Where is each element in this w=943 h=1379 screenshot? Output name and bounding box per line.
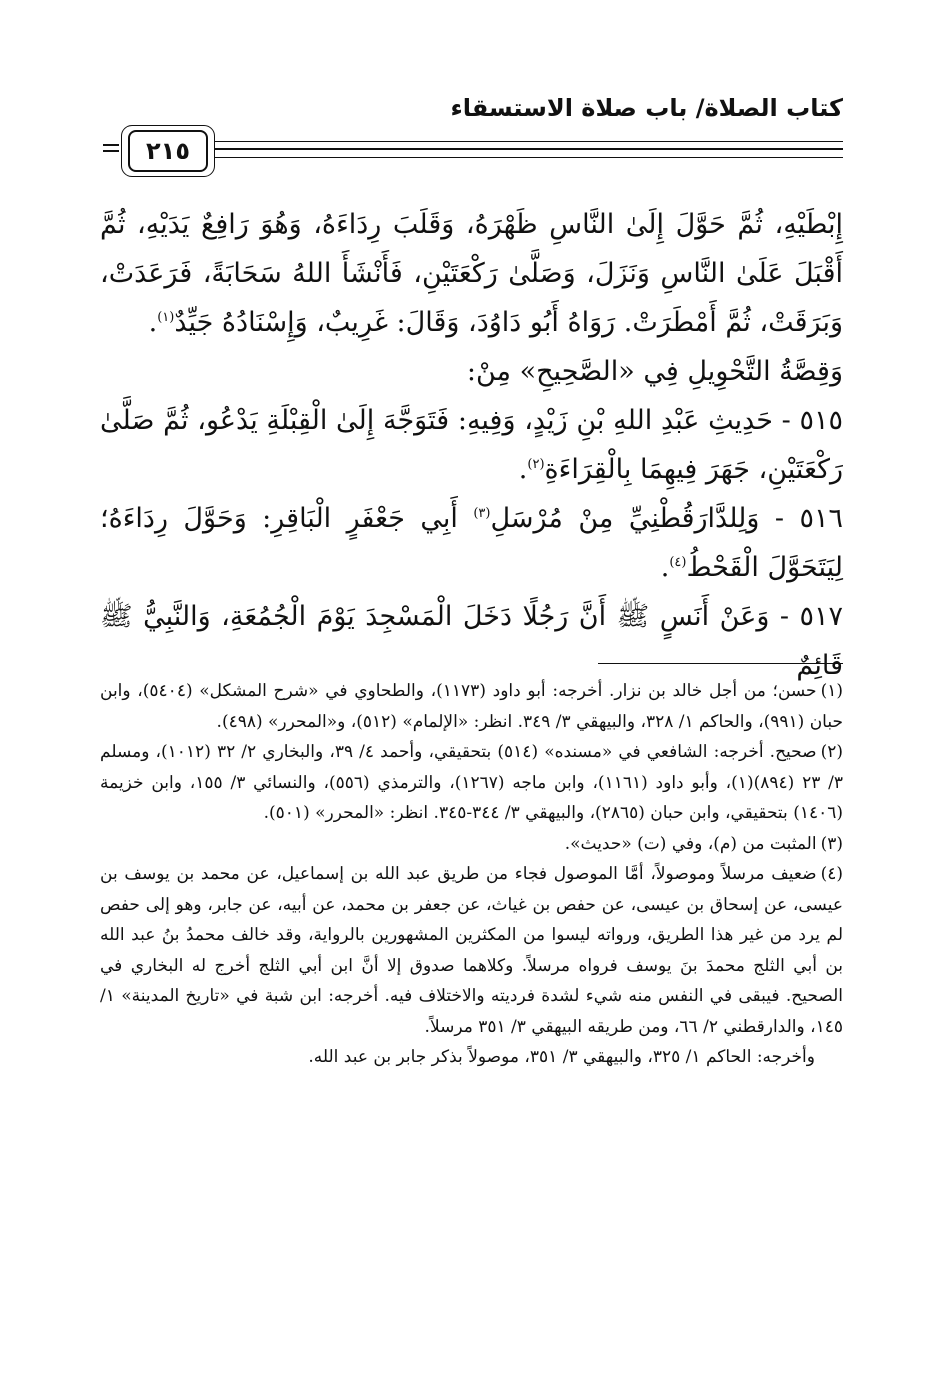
header-rule-bottom: [215, 157, 843, 158]
footnote-text: صحيح. أخرجه: الشافعي في «مسنده» (٥١٤) بتحقيقي، وأحمد ٤/ ٣٩، والبخاري ٢/ ٣٢ (١٠١٢)، ومسلم ٣/ ٢٣ (٨٩٤)(١)، وأبو داود (١١٦١)، وابن ماجه (١٢٦٧)، والترمذي (٥٥٦)، والنسائي ٣/ ١٥٥، وابن خزيمة (١٤٠٦) بتحقيقي، وابن حبان (٢٨٦٥)، والبيهقي ٣/ ٣٤٤-٣٤٥. انظر: «المحرر» (٥٠١).: [100, 742, 844, 823]
footnote-4-continuation: وأخرجه: الحاكم ١/ ٣٢٥، والبيهقي ٣/ ٣٥١، موصولاً بذكر جابر بن عبد الله.: [308, 1047, 815, 1067]
header-rule-middle: [215, 148, 843, 150]
hadith-515-text: ٥١٥ - حَدِيثِ عَبْدِ اللهِ بْنِ زَيْدٍ، وَفِيهِ: فَتَوَجَّهَ إِلَىٰ الْقِبْلَةِ يَدْعُو، ثُمَّ صَلَّىٰ رَكْعَتَيْنِ، جَهَرَ فِيهِمَا بِالْقِرَاءَةِ: [100, 405, 843, 485]
footnote-ref-1: (١): [157, 310, 175, 325]
footnote-divider: [598, 663, 843, 664]
footnote-number: (٢): [820, 742, 844, 762]
page-number-ornament: [103, 144, 119, 152]
hadith-517: ٥١٧ - وَعَنْ أَنَسٍ ﷺ أَنَّ رَجُلًا دَخَلَ الْمَسْجِدَ يَوْمَ الْجُمُعَةِ، وَالنَّبِيُّ ﷺ قَائِمٌ: [100, 601, 843, 681]
footnote-text: حسن؛ من أجل خالد بن نزار. أخرجه: أبو داود (١١٧٣)، والطحاوي في «شرح المشكل» (٥٤٠٤)، وابن حبان (٩٩١)، والحاكم ١/ ٣٢٨، والبيهقي ٣/ ٣٤٩. انظر: «الإلمام» (٥١٢)، و«المحرر» (٤٩٨).: [100, 681, 843, 732]
page-number: ٢١٥: [128, 130, 208, 172]
footnote-2: [100, 737, 843, 829]
footnote-ref-4: (٤): [669, 555, 687, 570]
footnote-ref-3: (٣): [473, 506, 491, 521]
footnote-text: المثبت من (م)، وفي (ت) «حديث».: [564, 833, 817, 854]
footnote-text: ضعيف مرسلاً وموصولاً، أمَّا الموصول فجاء من طريق عبد الله بن إسماعيل، عن محمد بن يوسف بن عيسى، عن إسحاق بن عيسى، عن حفص بن غياث، عن جعفر بن محمد، عن أبيه، عن جابر، وهو إلى حفص لم يرد من غير هذا الطريق، ورواته ليسوا من المكثرين المشهورين بالرواية، وقد خالف محمدُ بنُ عبد الله بن أبي الثلج محمدَ بنَ يوسف فرواه مرسلاً. وكلاهما صدوق إلا أنَّ ابن أبي الثلج أخرج له البخاري في الصحيح. فيبقى في النفس منه شيء لشدة فرديته والاختلاف فيه. أخرجه: ابن شبة في «تاريخ المدينة» ١/ ١٤٥، والدارقطني ٢/ ٦٦، ومن طريقه البيهقي ٣/ ٣٥١ مرسلاً.: [100, 864, 843, 1037]
footnote-3: [100, 829, 843, 860]
hadith-516-text-a: ٥١٦ - وَلِلدَّارَقُطْنِيِّ مِنْ مُرْسَلِ: [490, 503, 843, 534]
hadith-516-text-b: أَبِي جَعْفَرٍ الْبَاقِرِ: وَحَوَّلَ رِدَاءَهُ؛ لِيَتَحَوَّلَ الْقَحْطُ: [100, 503, 843, 583]
paragraph-2: وَقِصَّةُ التَّحْوِيلِ فِي «الصَّحِيحِ» مِنْ:: [466, 356, 843, 387]
footnote-number: (٤): [820, 864, 843, 884]
footnote-1: [100, 676, 843, 737]
paragraph-1: إِبْطَيْهِ، ثُمَّ حَوَّلَ إِلَىٰ النَّاسِ ظَهْرَهُ، وَقَلَبَ رِدَاءَهُ، وَهُوَ رَافِعٌ يَدَيْهِ، ثُمَّ أَقْبَلَ عَلَىٰ النَّاسِ وَنَزَلَ، وَصَلَّىٰ رَكْعَتَيْنِ، فَأَنْشَأَ اللهُ سَحَابَةً، فَرَعَدَتْ، وَبَرَقَتْ، ثُمَّ أَمْطَرَتْ. رَوَاهُ أَبُو دَاوُدَ، وَقَالَ: غَرِيبٌ، وَإِسْنَادُهُ جَيِّدٌ$^{(١)}$.: [100, 209, 843, 338]
main-text: [100, 200, 843, 690]
footnote-number: (١): [820, 681, 843, 701]
hadith-516: ٥١٦ - وَلِلدَّارَقُطْنِيِّ مِنْ مُرْسَلِ$^{(٣)}$ أَبِي جَعْفَرٍ الْبَاقِرِ: وَحَوَّلَ رِدَاءَهُ؛ لِيَتَحَوَّلَ الْقَحْطُ$^{(٤)}$.: [100, 503, 843, 583]
page-header-title: كتاب الصلاة/ باب صلاة الاستسقاء: [450, 94, 843, 122]
footnotes: [100, 676, 843, 1073]
footnote-4: [100, 859, 843, 1042]
hadith-515: ٥١٥ - حَدِيثِ عَبْدِ اللهِ بْنِ زَيْدٍ، وَفِيهِ: فَتَوَجَّهَ إِلَىٰ الْقِبْلَةِ يَدْعُو، ثُمَّ صَلَّىٰ رَكْعَتَيْنِ، جَهَرَ فِيهِمَا بِالْقِرَاءَةِ$^{(٢)}$.: [100, 405, 843, 485]
footnote-number: (٣): [820, 833, 843, 854]
paragraph-1-text: إِبْطَيْهِ، ثُمَّ حَوَّلَ إِلَىٰ النَّاسِ ظَهْرَهُ، وَقَلَبَ رِدَاءَهُ، وَهُوَ رَافِعٌ يَدَيْهِ، ثُمَّ أَقْبَلَ عَلَىٰ النَّاسِ وَنَزَلَ، وَصَلَّىٰ رَكْعَتَيْنِ، فَأَنْشَأَ اللهُ سَحَابَةً، فَرَعَدَتْ، وَبَرَقَتْ، ثُمَّ أَمْطَرَتْ. رَوَاهُ أَبُو دَاوُدَ، وَقَالَ: غَرِيبٌ، وَإِسْنَادُهُ جَيِّدٌ: [100, 209, 843, 338]
header-rule-top: [215, 141, 843, 142]
footnote-ref-2: (٢): [527, 457, 545, 472]
